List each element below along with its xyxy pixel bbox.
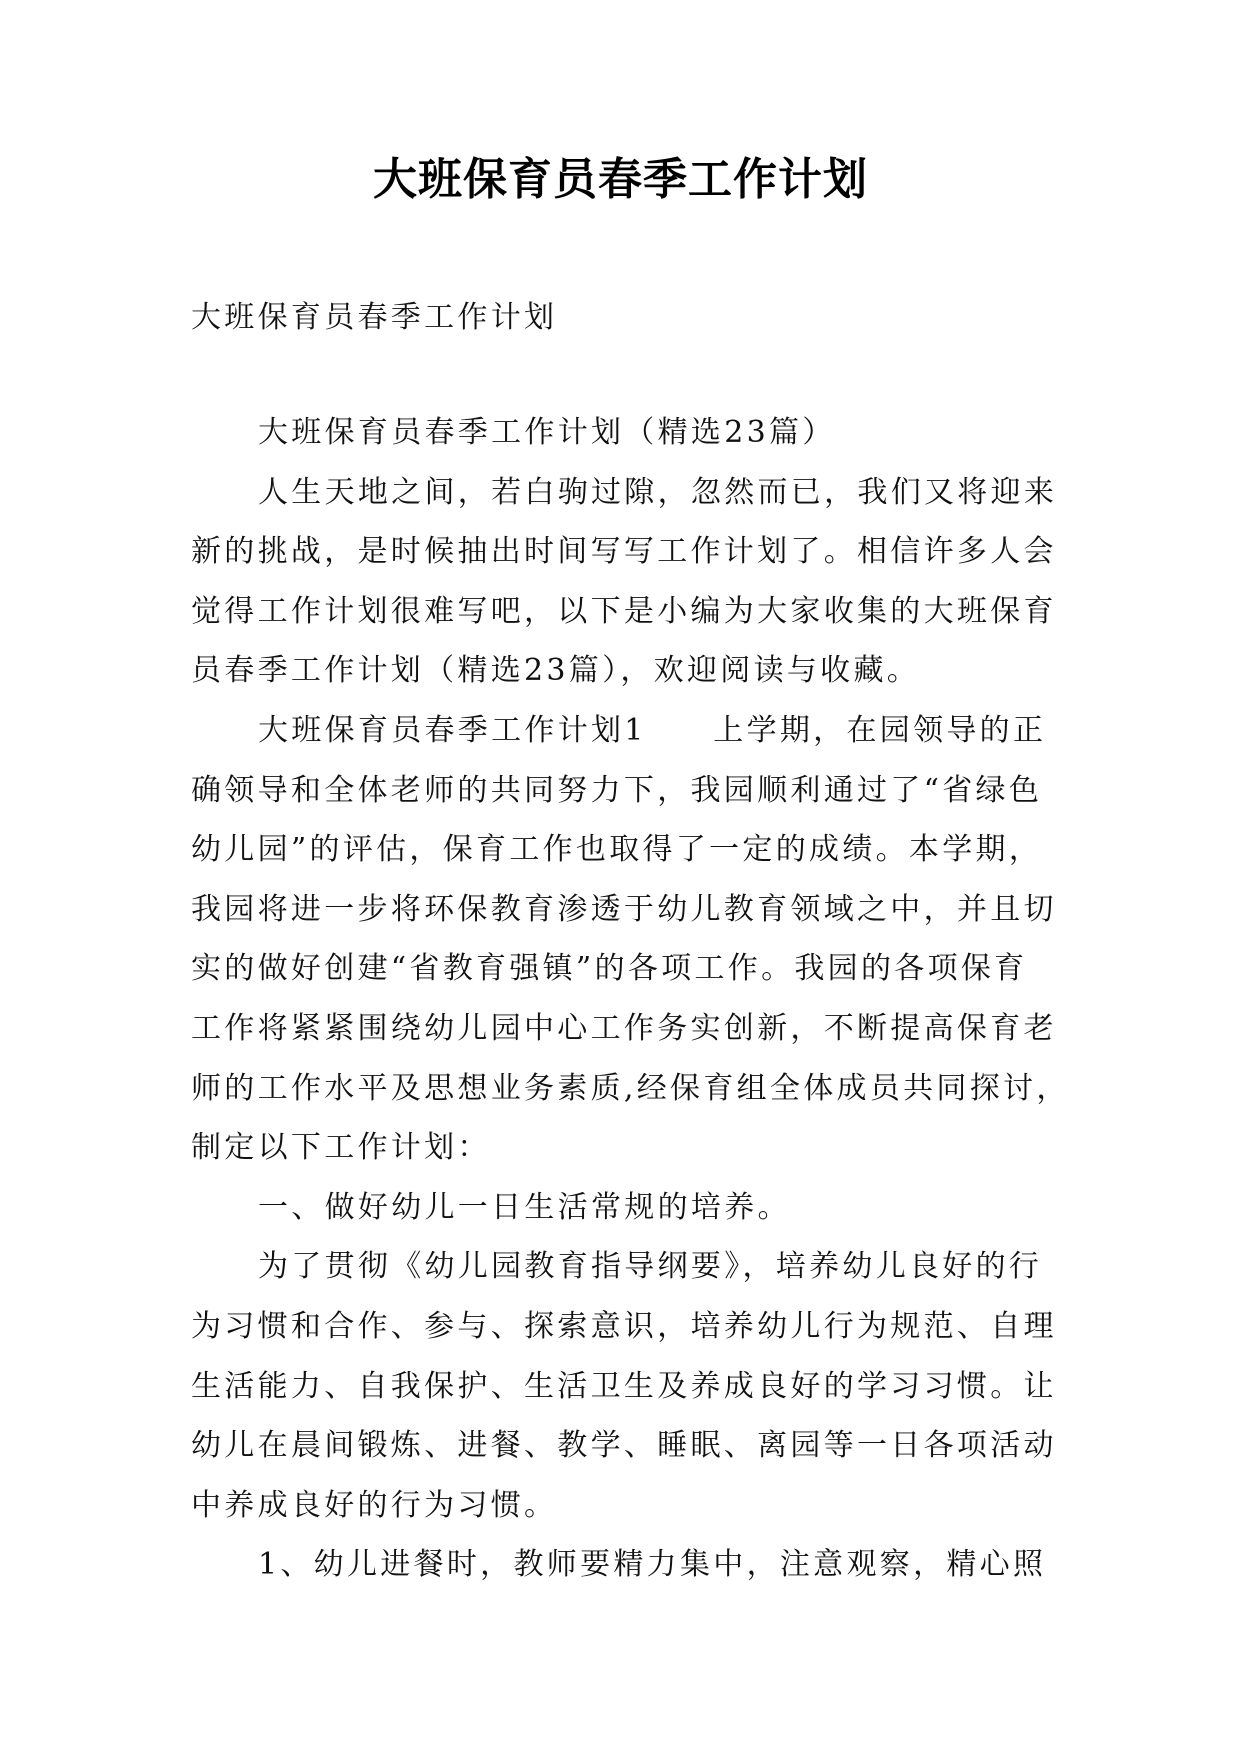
document-body xyxy=(191,403,1071,1595)
paragraph-introduction xyxy=(191,463,1071,701)
paragraph-line: 人生天地之间，若白驹过隙，忽然而已，我们又将迎来 xyxy=(258,474,1058,510)
paragraph-line: 实的做好创建“省教育强镇”的各项工作。我园的各项保育 xyxy=(191,951,1028,987)
paragraph-line: 中养成良好的行为习惯。 xyxy=(191,1487,558,1523)
paragraph-line: 新的挑战，是时候抽出时间写写工作计划了。相信许多人会 xyxy=(191,534,1057,570)
paragraph-line: 我园将进一步将环保教育渗透于幼儿教育领域之中，并且切 xyxy=(191,891,1057,927)
document-title: 大班保育员春季工作计划 xyxy=(373,154,868,205)
paragraph-line: 生活能力、自我保护、生活卫生及养成良好的学习习惯。让 xyxy=(191,1368,1057,1404)
paragraph-line: 幼儿园”的评估，保育工作也取得了一定的成绩。本学期， xyxy=(191,832,1043,868)
paragraph-line: 觉得工作计划很难写吧，以下是小编为大家收集的大班保育 xyxy=(191,593,1057,629)
section-heading-1 xyxy=(191,1178,1071,1238)
paragraph-line: 大班保育员春季工作计划1 上学期，在园领导的正 xyxy=(258,712,1047,748)
paragraph-line: 幼儿在晨间锻炼、进餐、教学、睡眠、离园等一日各项活动 xyxy=(191,1428,1057,1464)
paragraph-line: 一、做好幼儿一日生活常规的培养。 xyxy=(258,1189,791,1225)
paragraph-section-1-body xyxy=(191,1237,1071,1535)
paragraph-line: 为了贯彻《幼儿园教育指导纲要》，培养幼儿良好的行 xyxy=(258,1249,1043,1285)
paragraph-plan-1 xyxy=(191,701,1071,1178)
paragraph-line: 大班保育员春季工作计划（精选23篇） xyxy=(258,415,836,450)
paragraph-line: 确领导和全体老师的共同努力下，我园顺利通过了“省绿色 xyxy=(191,772,1043,808)
paragraph-item-1 xyxy=(191,1535,1071,1595)
paragraph-line: 为习惯和合作、参与、探索意识，培养幼儿行为规范、自理 xyxy=(191,1308,1057,1344)
document-subtitle: 大班保育员春季工作计划 xyxy=(191,300,558,335)
paragraph-intro-heading xyxy=(191,403,1071,463)
paragraph-line: 工作将紧紧围绕幼儿园中心工作务实创新，不断提高保育老 xyxy=(191,1010,1057,1046)
paragraph-line: 员春季工作计划（精选23篇），欢迎阅读与收藏。 xyxy=(191,653,921,689)
paragraph-line: 制定以下工作计划： xyxy=(191,1130,491,1166)
paragraph-line: 1、幼儿进餐时，教师要精力集中，注意观察，精心照 xyxy=(258,1547,1047,1583)
paragraph-line: 师的工作水平及思想业务素质,经保育组全体成员共同探讨， xyxy=(191,1070,1070,1106)
